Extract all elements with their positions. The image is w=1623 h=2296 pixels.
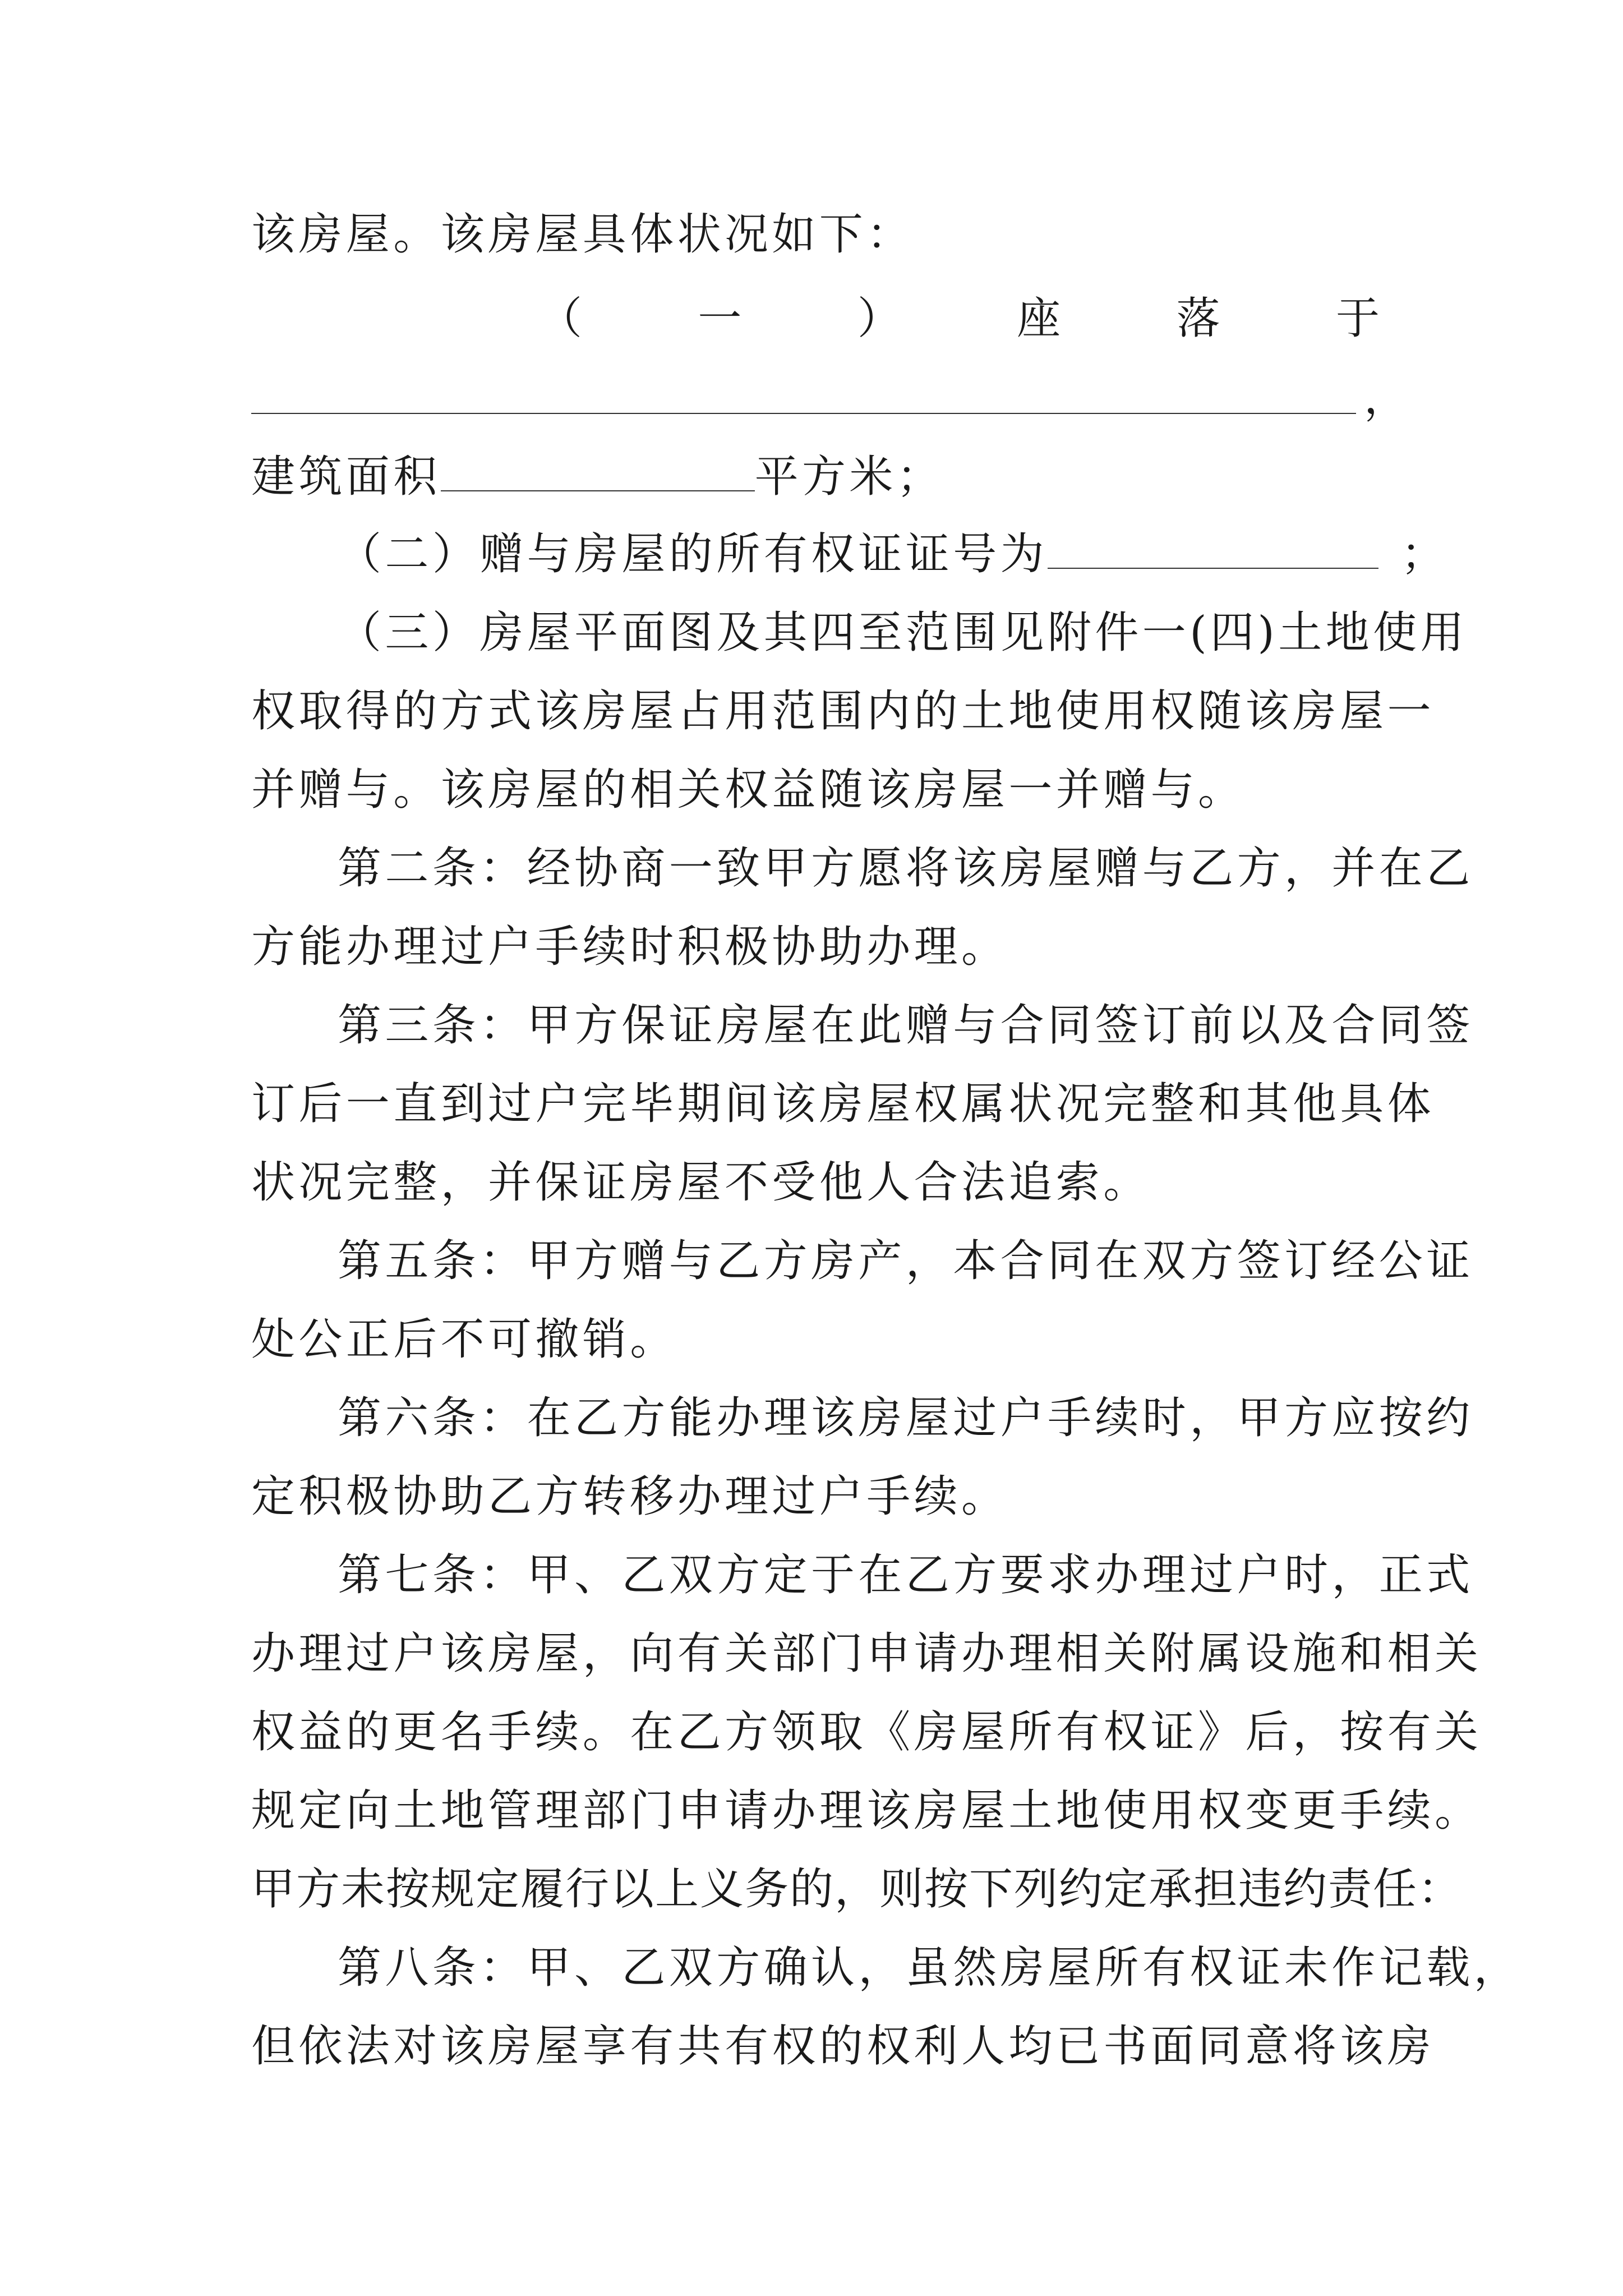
article-five: 第五条：甲方赠与乙方房产，本合同在双方签订经公证 (338, 1236, 1474, 1286)
area-blank (441, 453, 755, 491)
article-eight: 第八条：甲、乙双方确认，虽然房屋所有权证未作记载， (338, 1943, 1521, 1993)
text-line: 并赠与。该房屋的相关权益随该房屋一并赠与。 (251, 765, 1246, 815)
address-blank (251, 413, 1356, 414)
text-line: （三）房屋平面图及其四至范围见附件一(四)土地使用 (338, 608, 1468, 658)
text-line: 处公正后不可撤销。 (251, 1314, 677, 1365)
certificate-line (338, 526, 1459, 582)
certificate-semicolon: ； (1401, 529, 1449, 579)
text-line: 方能办理过户手续时积极协助办理。 (251, 922, 1009, 972)
certificate-label: （二）赠与房屋的所有权证证号为 (338, 529, 1048, 579)
text-line: 权取得的方式该房屋占用范围内的土地使用权随该房屋一 (251, 686, 1435, 737)
article-three: 第三条：甲方保证房屋在此赠与合同签订前以及合同签 (338, 1000, 1474, 1051)
word-luo: 落 (1176, 293, 1220, 344)
area-line (251, 449, 1373, 505)
text-line: 权益的更名手续。在乙方领取《房屋所有权证》后，按有关 (251, 1707, 1482, 1757)
paren-close: ） (857, 293, 901, 344)
text-line: 定积极协助乙方转移办理过户手续。 (251, 1471, 1009, 1522)
area-label: 建筑面积 (251, 452, 441, 502)
text-line: 该房屋。该房屋具体状况如下： (251, 209, 914, 260)
paren-open: （ (538, 293, 583, 344)
article-six: 第六条：在乙方能办理该房屋过户手续时，甲方应按约 (338, 1393, 1474, 1443)
item-one-heading (538, 291, 1380, 347)
article-seven: 第七条：甲、乙双方定于在乙方要求办理过户时，正式 (338, 1550, 1474, 1600)
text-line: 状况完整，并保证房屋不受他人合法追索。 (251, 1157, 1151, 1208)
area-unit: 平方米； (754, 452, 944, 502)
address-comma: ， (1364, 373, 1408, 424)
text-line: 甲方未按规定履行以上义务的，则按下列约定承担违约责任： (251, 1864, 1463, 1915)
text-line: 办理过户该房屋，向有关部门申请办理相关附属设施和相关 (251, 1628, 1482, 1679)
text-line: 但依法对该房屋享有共有权的权利人均已书面同意将该房 (251, 2021, 1435, 2072)
certificate-blank (1048, 531, 1378, 569)
text-line: 订后一直到过户完毕期间该房屋权属状况完整和其他具体 (251, 1079, 1435, 1129)
word-yu: 于 (1335, 293, 1380, 344)
article-two: 第二条：经协商一致甲方愿将该房屋赠与乙方，并在乙 (338, 843, 1474, 894)
item-number: 一 (698, 293, 742, 344)
text-line: 规定向土地管理部门申请办理该房屋土地使用权变更手续。 (251, 1786, 1482, 1836)
word-zuo: 座 (1017, 293, 1061, 344)
